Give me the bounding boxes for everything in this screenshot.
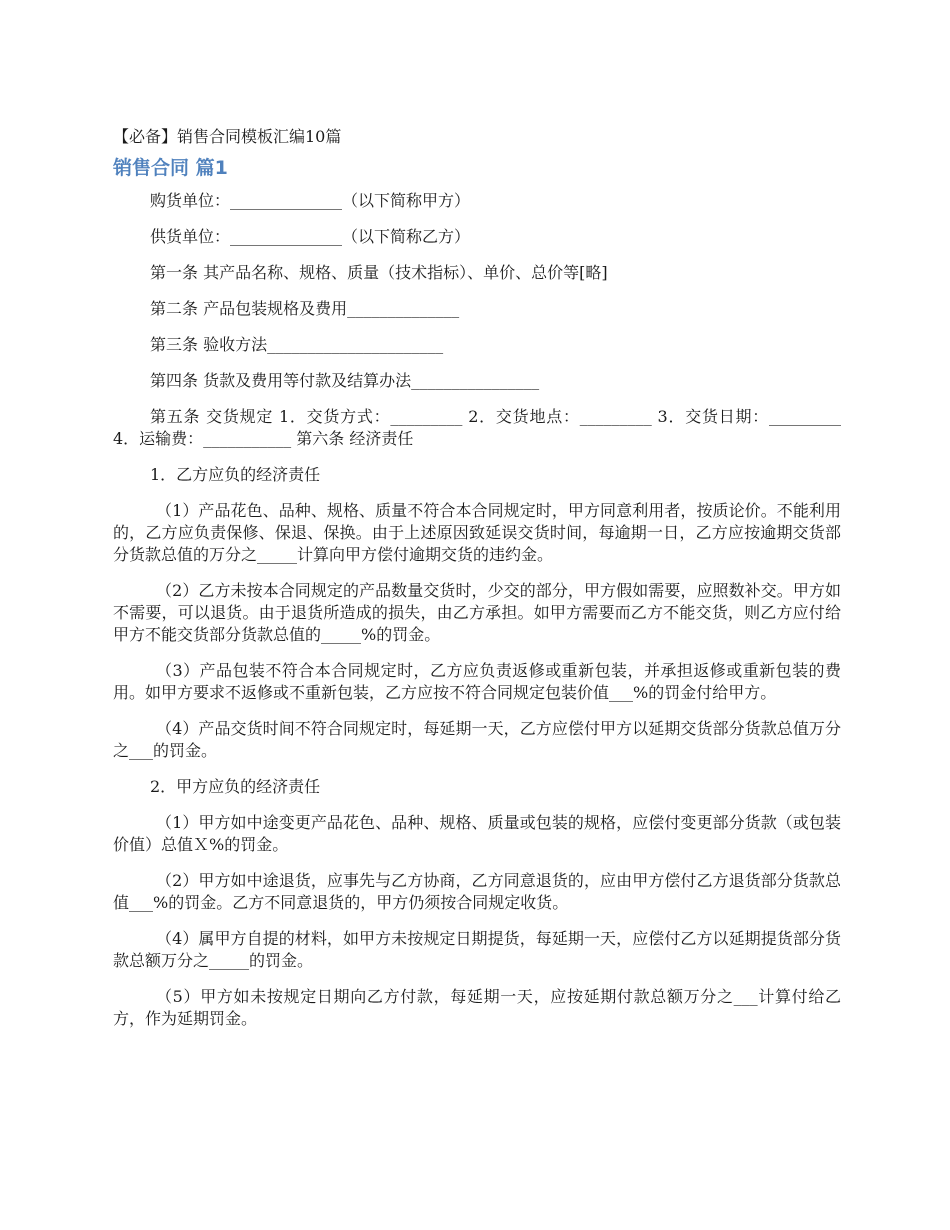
seller-clause-2: （2）乙方未按本合同规定的产品数量交货时，少交的部分，甲方假如需要，应照数补交。甲方如不需要，可以退货。由于退货所造成的损失，由乙方承担。如甲方需要而乙方不能交货，则乙方应付给甲方不能交货部分货款总值的_____%的罚金。 bbox=[113, 581, 841, 644]
buyer-clause-4: （4）属甲方自提的材料，如甲方未按规定日期提货，每延期一天，应偿付乙方以延期提货部分货款总额万分之_____的罚金。 bbox=[113, 929, 841, 970]
document-title: 【必备】销售合同模板汇编10篇 bbox=[113, 127, 342, 146]
supplier-line: 供货单位：______________（以下简称乙方） bbox=[150, 227, 471, 246]
buyer-clause-1: （1）甲方如中途变更产品花色、品种、规格、质量或包装的规格，应偿付变更部分货款（或包装价值）总值Ｘ%的罚金。 bbox=[113, 813, 841, 854]
section-heading: 销售合同 篇1 bbox=[113, 157, 228, 179]
article-5: 第五条 交货规定 1．交货方式：_________ 2．交货地点：_________ 3．交货日期：_________ 4．运输费：___________ 第六条 经济责任 bbox=[113, 407, 841, 448]
article-1: 第一条 其产品名称、规格、质量（技术指标）、单价、总价等[略] bbox=[150, 263, 608, 282]
buyer-clause-5: （5）甲方如未按规定日期向乙方付款，每延期一天，应按延期付款总额万分之___计算付给乙方，作为延期罚金。 bbox=[113, 987, 841, 1028]
article-4: 第四条 货款及费用等付款及结算办法________________ bbox=[150, 371, 540, 390]
article-3: 第三条 验收方法______________________ bbox=[150, 335, 444, 354]
seller-clause-1: （1）产品花色、品种、规格、质量不符合本合同规定时，甲方同意利用者，按质论价。不能利用的，乙方应负责保修、保退、保换。由于上述原因致延误交货时间，每逾期一日，乙方应按逾期交货部分货款总值的万分之_____计算向甲方偿付逾期交货的违约金。 bbox=[113, 501, 841, 564]
document-page bbox=[113, 124, 841, 1044]
buyer-line: 购货单位：______________（以下简称甲方） bbox=[150, 191, 471, 210]
buyer-liability-heading: 2．甲方应负的经济责任 bbox=[150, 777, 321, 796]
article-2: 第二条 产品包装规格及费用______________ bbox=[150, 299, 460, 318]
seller-clause-4: （4）产品交货时间不符合同规定时，每延期一天，乙方应偿付甲方以延期交货部分货款总值万分之___的罚金。 bbox=[113, 719, 841, 760]
buyer-clause-2: （2）甲方如中途退货，应事先与乙方协商，乙方同意退货的，应由甲方偿付乙方退货部分货款总值___%的罚金。乙方不同意退货的，甲方仍须按合同规定收货。 bbox=[113, 871, 841, 912]
seller-liability-heading: 1．乙方应负的经济责任 bbox=[150, 465, 321, 484]
seller-clause-3: （3）产品包装不符合本合同规定时，乙方应负责返修或重新包装，并承担返修或重新包装的费用。如甲方要求不返修或不重新包装，乙方应按不符合同规定包装价值___%的罚金付给甲方。 bbox=[113, 661, 841, 702]
